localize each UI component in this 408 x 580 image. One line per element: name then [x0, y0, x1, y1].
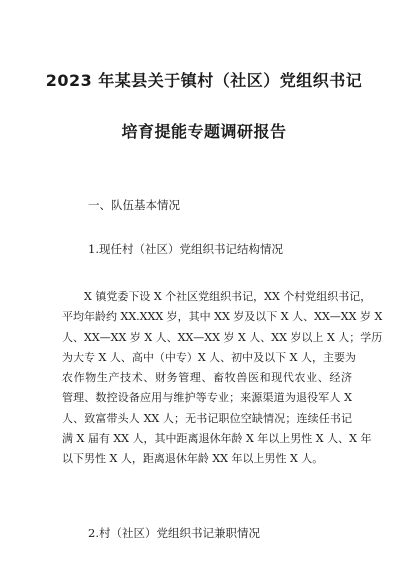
subsection-heading-part-time: 2.村（社区）党组织书记兼职情况 [88, 526, 260, 540]
document-title-line-2: 培育提能专题调研报告 [121, 122, 287, 141]
paragraph-line: 平均年龄约 XX.XXX 岁，其中 XX 岁及以下 X 人、XX—XX 岁 X [62, 310, 383, 324]
document-title-line-1: 2023 年某县关于镇村（社区）党组织书记 [45, 71, 363, 90]
paragraph-line: 以下男性 X 人，距离退休年龄 XX 年以上男性 X 人。 [62, 452, 324, 466]
paragraph-line: 满 X 届有 XX 人，其中距离退休年龄 X 年以上男性 X 人、X 年 [62, 432, 372, 446]
paragraph-line: 人、XX—XX 岁 X 人、XX—XX 岁 X 人、XX 岁以上 X 人；学历 [62, 330, 383, 344]
body-paragraph-structure [62, 287, 383, 470]
paragraph-line: X 镇党委下设 X 个社区党组织书记，XX 个村党组织书记， [84, 290, 372, 303]
section-heading-team-overview: 一、队伍基本情况 [88, 198, 180, 212]
paragraph-line: 农作物生产技术、财务管理、畜牧兽医和现代农业、经济 [62, 371, 352, 385]
subsection-heading-structure: 1.现任村（社区）党组织书记结构情况 [88, 242, 283, 256]
paragraph-line: 管理、数控设备应用与维护等专业；来源渠道为退役军人 X [62, 391, 352, 405]
paragraph-line: 人、致富带头人 XX 人；无书记职位空缺情况；连续任书记 [62, 411, 352, 425]
paragraph-line: 为大专 X 人、高中（中专）X 人、初中及以下 X 人，主要为 [62, 350, 356, 364]
